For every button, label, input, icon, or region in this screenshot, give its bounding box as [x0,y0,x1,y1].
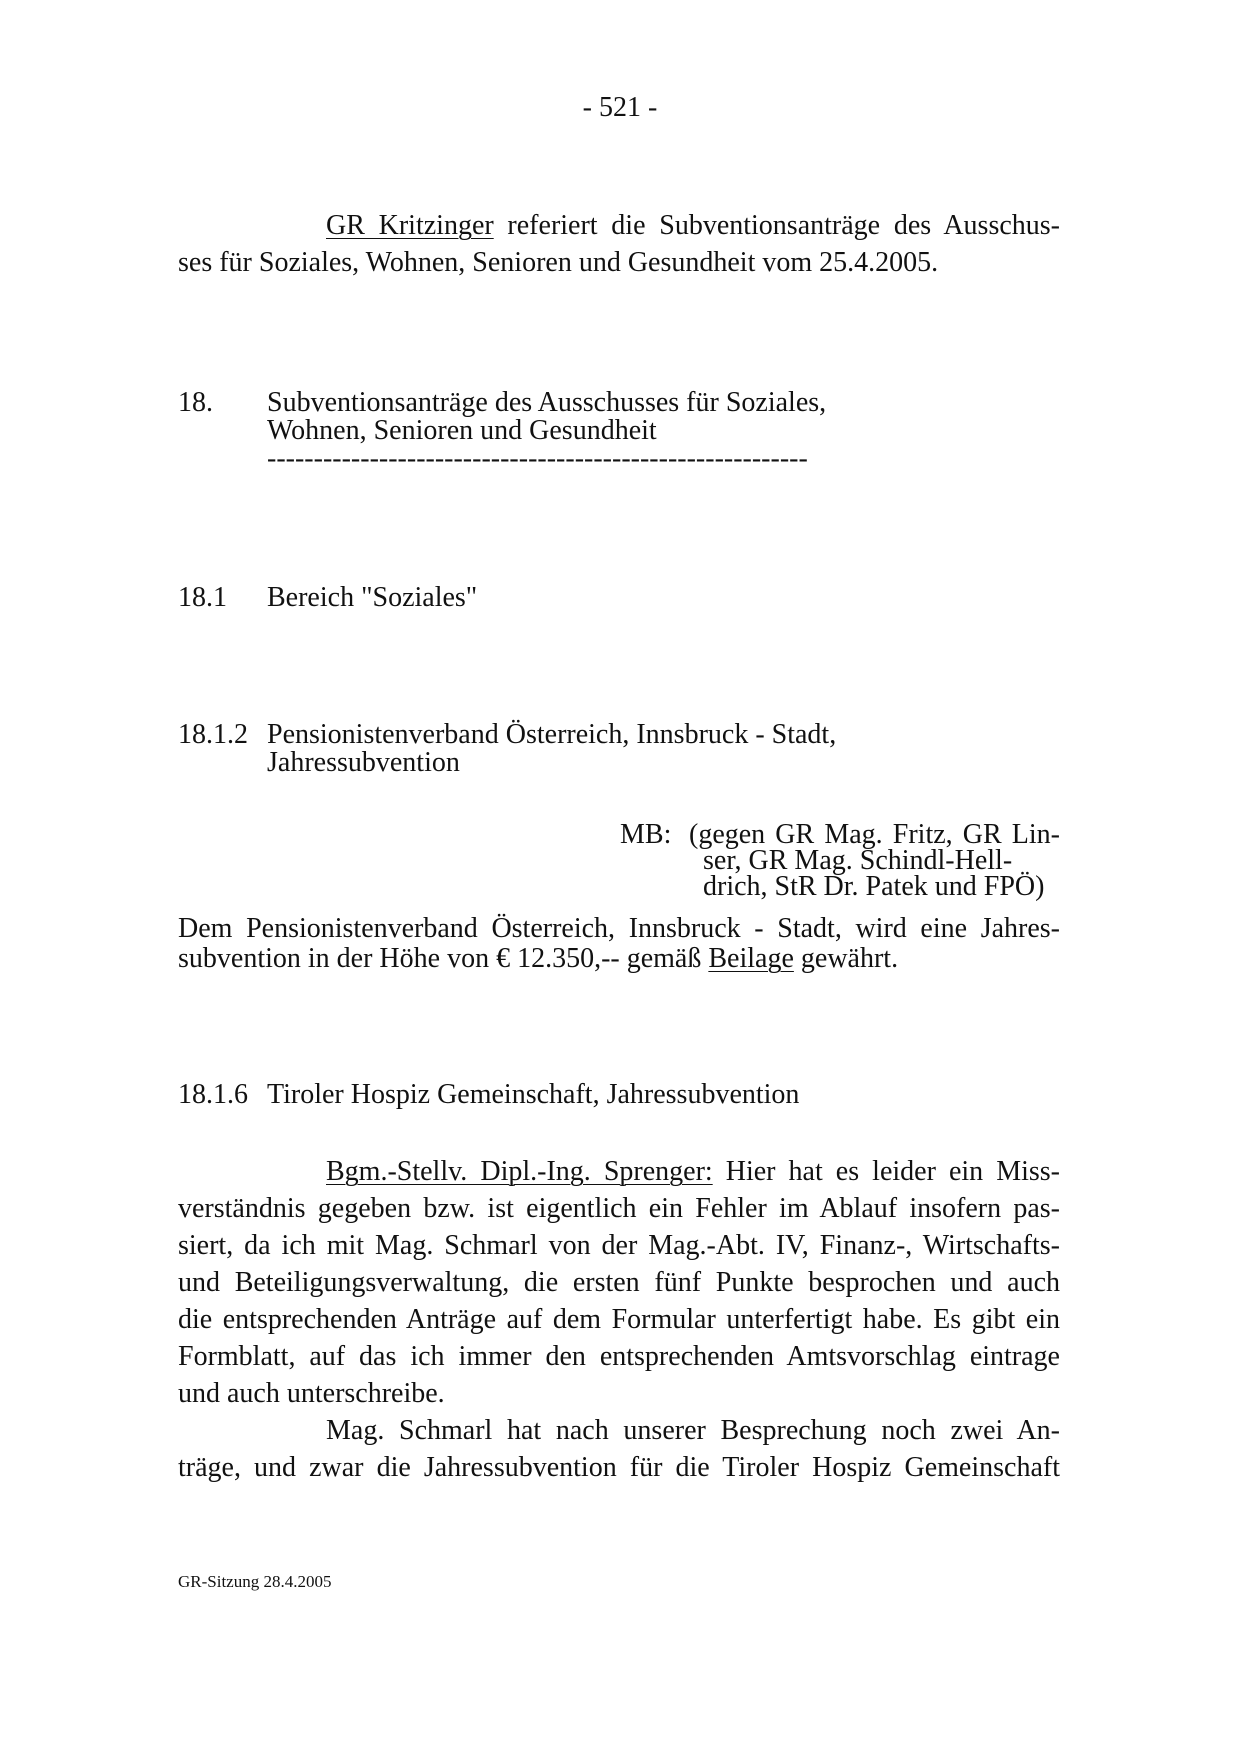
intro-line-1 [178,207,1060,244]
footer: GR-Sitzung 28.4.2005 [178,1572,332,1591]
item-18-title [267,389,1060,473]
mb-content [689,819,1060,902]
statement-line-3: siert, da ich mit Mag. Schmarl von der Mag.-Abt. IV, Finanz-, Wirtschafts- [178,1230,1060,1261]
sprenger-statement [178,1153,1060,1486]
speaker-sprenger: Bgm.-Stellv. Dipl.-Ing. Sprenger: [326,1156,713,1187]
statement-line-1 [178,1153,1060,1190]
beilage-link[interactable]: Beilage [708,943,794,974]
mb-line-2: ser, GR Mag. Schindl-Hell- [703,845,1013,876]
item-18-1-title: Bereich "Soziales" [267,582,478,613]
mb-label: MB: [620,819,672,850]
item-18-title-line-2: Wohnen, Senioren und Gesundheit [267,415,657,446]
item-18-1-number: 18.1 [178,582,227,613]
item-18-1-2-title-line-1: Pensionistenverband Österreich, Innsbruck - Stadt, [267,719,837,750]
intro-paragraph [178,207,1060,281]
intro-line-2: ses für Soziales, Wohnen, Senioren und Gesundheit vom 25.4.2005. [178,247,939,278]
statement-line-4: und Beteiligungsverwaltung, die ersten fünf Punkte besprochen und auch [178,1267,1060,1298]
statement-line-2: verständnis gegeben bzw. ist eigentlich ein Fehler im Ablauf insofern pas- [178,1193,1060,1224]
mb-line-1: (gegen GR Mag. Fritz, GR Lin- [689,819,1060,850]
statement-p2-line-2: träge, und zwar die Jahressubvention für die Tiroler Hospiz Gemeinschaft [178,1452,1060,1483]
speaker-kritzinger: GR Kritzinger [326,210,494,241]
item-18-1-2-number: 18.1.2 [178,719,248,750]
intro-line-1-text: referiert die Subventionsanträge des Ausschus- [493,210,1060,241]
resolution-line-2 [178,944,1060,974]
item-18-title-line-1: Subventionsanträge des Ausschusses für Soziales, [267,387,827,418]
mb-line-3: drich, StR Dr. Patek und FPÖ) [703,871,1045,902]
item-18-1-2-title [267,721,1060,777]
resolution-line-2-text-a: subvention in der Höhe von € 12.350,-- gemäß [178,943,709,974]
item-18-number: 18. [178,387,213,418]
statement-line-5: die entsprechenden Anträge auf dem Formular unterfertigt habe. Es gibt ein [178,1304,1060,1335]
statement-line-6: Formblatt, auf das ich immer den entsprechenden Amtsvorschlag eintrage [178,1341,1060,1372]
item-18-1-2-title-line-2: Jahressubvention [267,747,460,778]
item-18-1-6-title: Tiroler Hospiz Gemeinschaft, Jahressubvention [267,1079,800,1110]
item-18-1-2-resolution [178,914,1060,974]
statement-line-1-text: Hier hat es leider ein Miss- [712,1156,1060,1187]
page-number: - 521 - [582,92,658,123]
statement-p2-line-1: Mag. Schmarl hat nach unserer Besprechung noch zwei An- [326,1415,1060,1446]
item-18-1-6-number: 18.1.6 [178,1079,248,1110]
statement-line-7: und auch unterschreibe. [178,1378,445,1409]
item-18-separator: ---------------------------------------------------------- [267,445,808,473]
resolution-line-1: Dem Pensionistenverband Österreich, Innsbruck - Stadt, wird eine Jahres- [178,913,1060,944]
resolution-line-2-text-b: gewährt. [793,943,899,974]
